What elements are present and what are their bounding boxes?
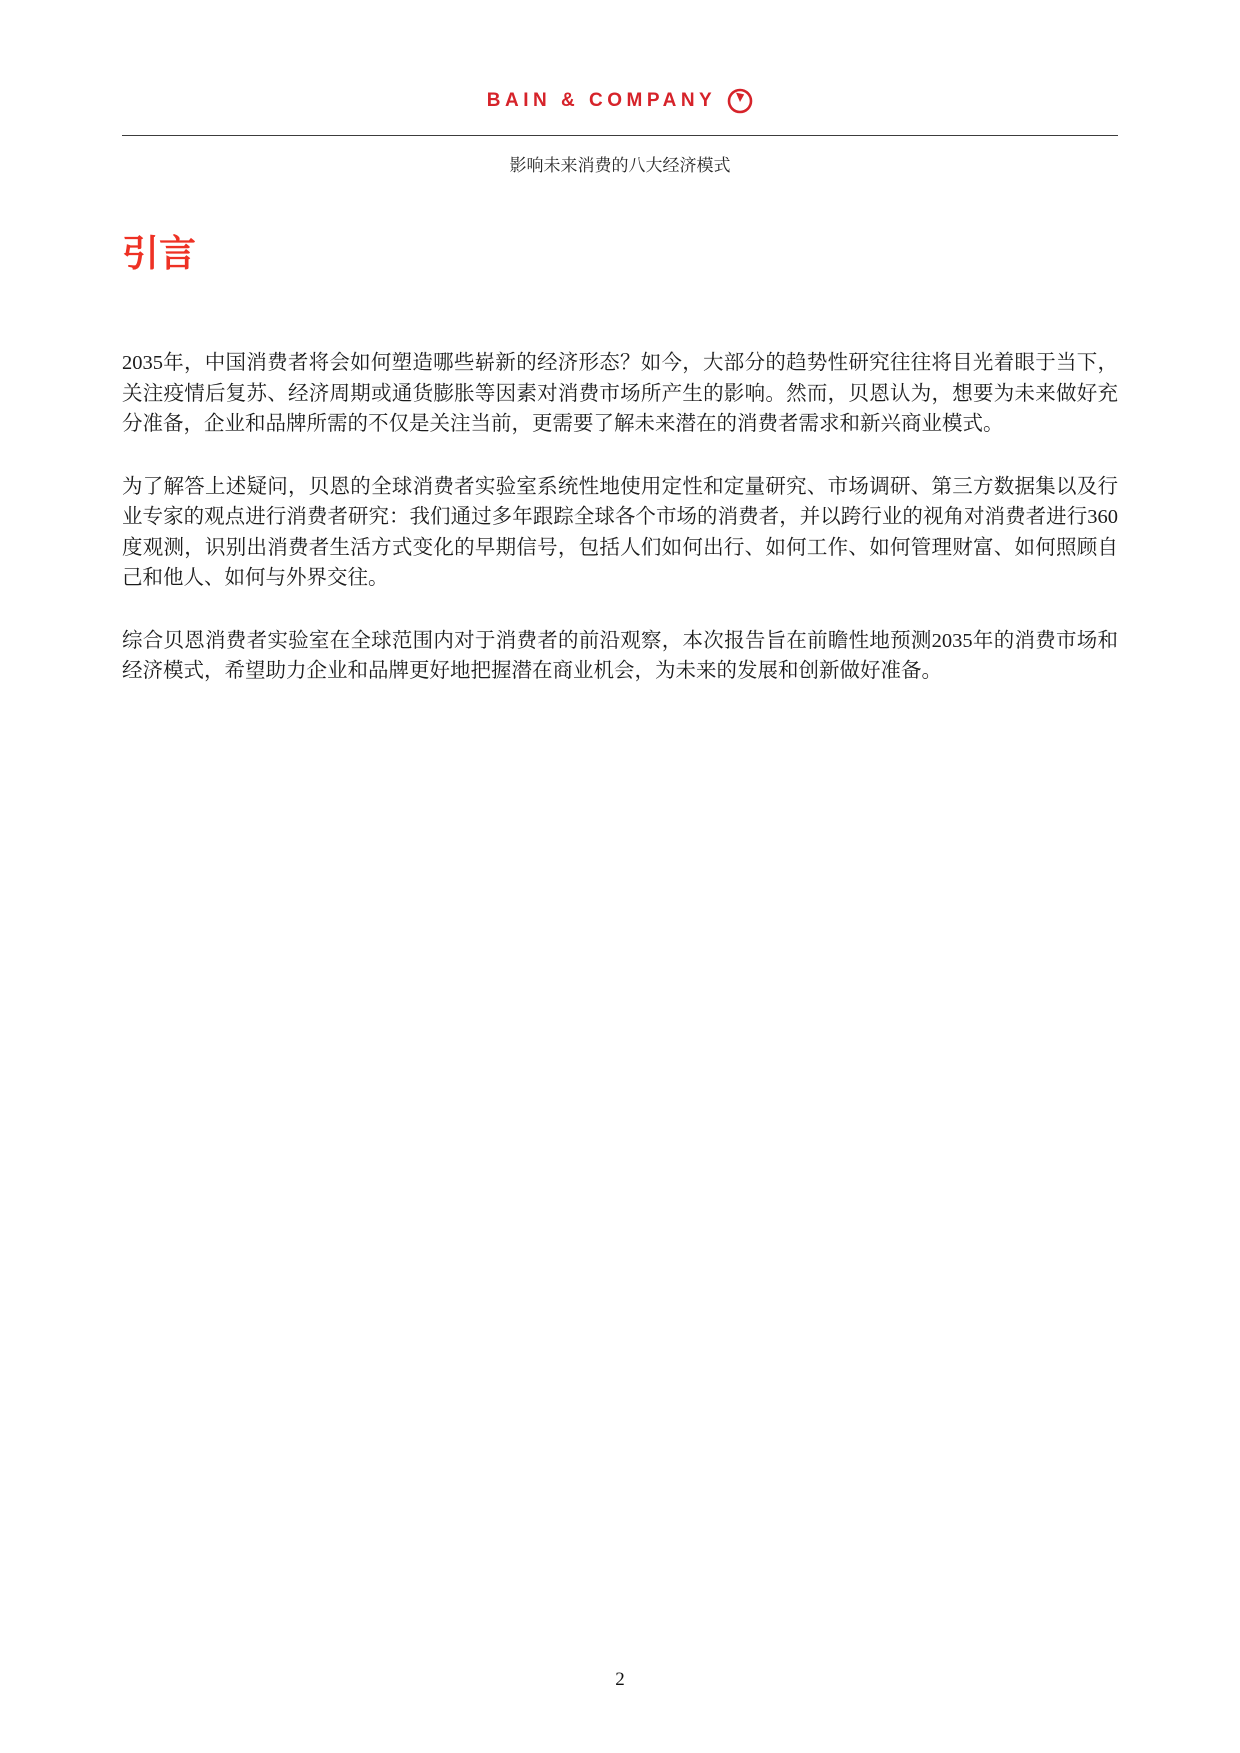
header-logo	[0, 0, 1240, 114]
paragraph-2: 为了解答上述疑问，贝恩的全球消费者实验室系统性地使用定性和定量研究、市场调研、第三方数据集以及行业专家的观点进行消费者研究：我们通过多年跟踪全球各个市场的消费者，并以跨行业的视角对消费者进行360度观测，识别出消费者生活方式变化的早期信号，包括人们如何出行、如何工作、如何管理财富、如何照顾自己和他人、如何与外界交往。	[122, 475, 1118, 590]
report-subtitle: 影响未来消费的八大经济模式	[509, 156, 731, 175]
paragraph-3: 综合贝恩消费者实验室在全球范围内对于消费者的前沿观察，本次报告旨在前瞻性地预测2035年的消费市场和经济模式，希望助力企业和品牌更好地把握潜在商业机会，为未来的发展和创新做好准备。	[122, 629, 1118, 683]
header-divider	[122, 135, 1118, 136]
bain-compass-circle-icon	[727, 88, 753, 114]
main-content	[122, 232, 1118, 687]
bain-company-logo-text: BAIN & COMPANY	[486, 90, 717, 111]
paragraph-1: 2035年，中国消费者将会如何塑造哪些崭新的经济形态？如今，大部分的趋势性研究往往将目光着眼于当下，关注疫情后复苏、经济周期或通货膨胀等因素对消费市场所产生的影响。然而，贝恩认为，想要为未来做好充分准备，企业和品牌所需的不仅是关注当前，更需要了解未来潜在的消费者需求和新兴商业模式。	[122, 352, 1118, 436]
section-heading-introduction: 引言	[122, 233, 196, 274]
page-number: 2	[615, 1669, 625, 1690]
